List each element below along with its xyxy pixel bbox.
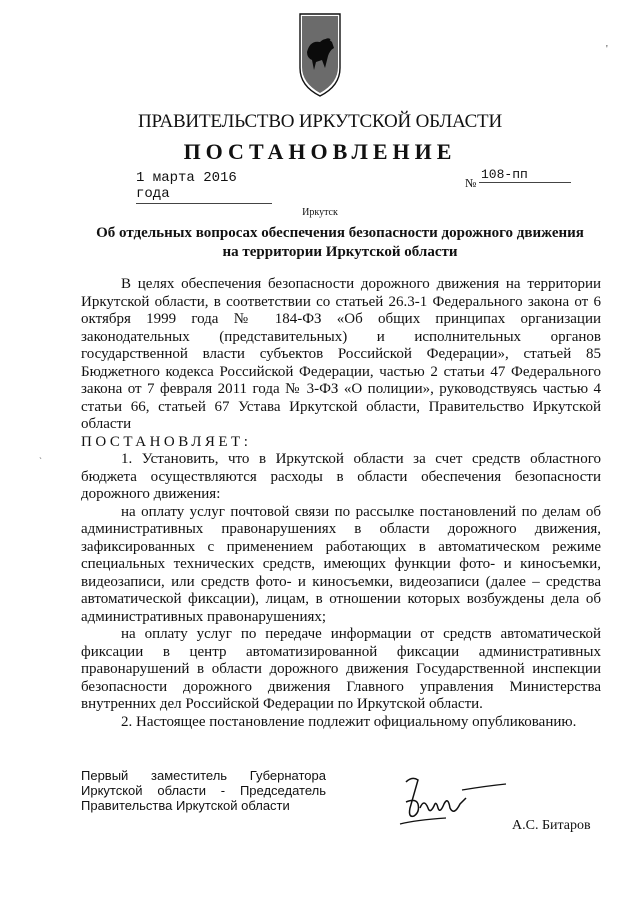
document-body	[81, 276, 601, 731]
subject-line: на территории Иркутской области	[222, 244, 458, 260]
document-type: ПОСТАНОВЛЕНИЕ	[183, 139, 457, 164]
signatory-name: А.С. Битаров	[512, 818, 591, 833]
resolves-heading: ПОСТАНОВЛЯЕТ:	[81, 433, 252, 450]
document-number: 108-пп	[479, 167, 571, 183]
item-1b-paragraph: на оплату услуг по передаче информации от средств автоматической фиксации в центр автоматизированной фиксации административных правонарушений в области дорожного движения Государственной инспекции безопасности дорожного движения Главного управления Министерства внутренних дел Российской Федерации по Иркутской области.	[81, 626, 601, 712]
position-word: -	[220, 783, 226, 798]
document-date: 1 марта 2016 года	[136, 170, 272, 204]
subject-line: Об отдельных вопросах обеспечения безопасности дорожного движения	[96, 225, 584, 241]
position-word: заместитель	[151, 768, 228, 783]
handwritten-signature-icon	[376, 768, 516, 838]
scan-mark: `	[39, 456, 42, 466]
position-word: Председатель	[239, 783, 326, 798]
position-line	[81, 783, 326, 798]
position-word: Иркутской	[81, 783, 143, 798]
position-line	[81, 768, 326, 783]
signatory-position	[81, 768, 341, 813]
scan-mark: '	[606, 44, 608, 55]
item-1a-paragraph: на оплату услуг почтовой связи по рассылке постановлений по делам об административных правонарушениях в области дорожного движения, зафиксированных с применением работающих в автоматическом режиме специальных технических средств, имеющих функции фото- и киносъемки, видеозаписи, или средств фото- и киносъемки, видеозаписи (далее – средства автоматической фиксации), лицам, в отношении которых возбуждены дела об административных правонарушениях;	[81, 503, 601, 625]
item-2-paragraph: 2. Настоящее постановление подлежит официальному опубликованию.	[121, 713, 577, 730]
position-word: области	[157, 783, 206, 798]
document-city: Иркутск	[302, 207, 338, 218]
number-sign: №	[465, 176, 477, 190]
item-1-paragraph: 1. Установить, что в Иркутской области за счет средств областного бюджета осуществляются расходы в области обеспечения безопасности дорожного движения:	[81, 451, 601, 502]
government-title: ПРАВИТЕЛЬСТВО ИРКУТСКОЙ ОБЛАСТИ	[137, 111, 502, 132]
position-line: Правительства Иркутской области	[81, 798, 290, 813]
preamble-paragraph: В целях обеспечения безопасности дорожного движения на территории Иркутской области, в соответствии со статьей 26.3-1 Федерального закона от 6 октября 1999 года № 184-ФЗ «Об общих принципах организации законодательных (представительных) и исполнительных органов государственной власти субъектов Российской Федерации», статьей 85 Бюджетного кодекса Российской Федерации, частью 2 статьи 47 Федерального закона от 7 февраля 2011 года № 3-ФЗ «О полиции», руководствуясь частью 4 статьи 66, статьей 67 Устава Иркутской области, Правительство Иркутской области	[81, 276, 601, 432]
position-word: Первый	[81, 768, 129, 783]
document-subject	[80, 224, 600, 262]
coat-of-arms-icon	[298, 12, 342, 98]
position-word: Губернатора	[249, 768, 326, 783]
